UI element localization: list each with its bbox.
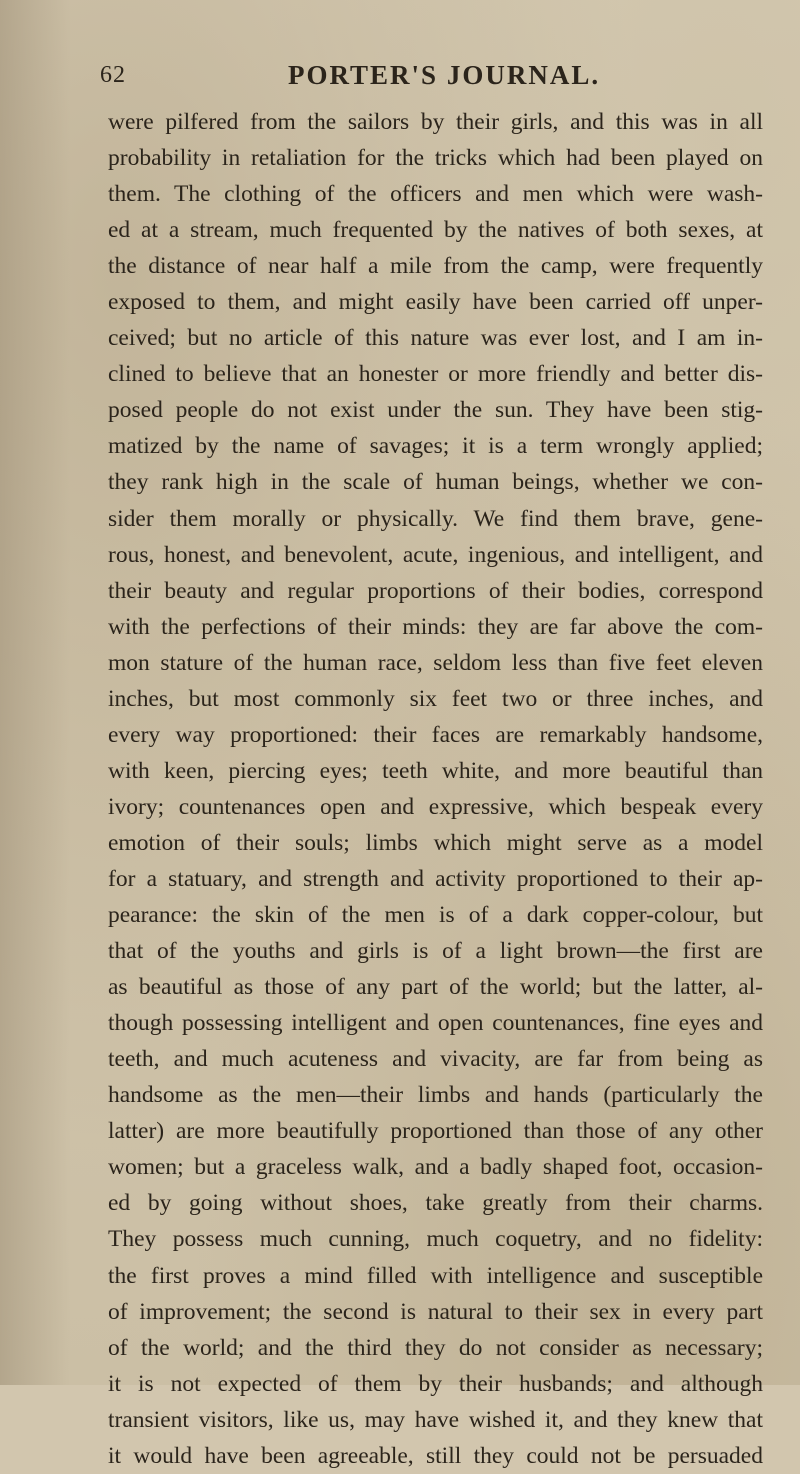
text-line: for a statuary, and strength and activity proportioned to their ap-	[108, 865, 763, 892]
body-text	[108, 104, 763, 1474]
page-number: 62	[100, 62, 126, 88]
text-line: ed at a stream, much frequented by the natives of both sexes, at	[108, 217, 763, 244]
text-line: matized by the name of savages; it is a term wrongly applied;	[108, 433, 763, 460]
text-line: latter) are more beautifully proportioned than those of any other	[108, 1118, 763, 1145]
page-header	[100, 54, 760, 94]
text-line: they rank high in the scale of human beings, whether we con-	[108, 469, 763, 496]
text-line: of improvement; the second is natural to their sex in every part	[108, 1298, 763, 1325]
text-line: of the world; and the third they do not consider as necessary;	[108, 1334, 763, 1361]
text-line: inches, but most commonly six feet two or three inches, and	[108, 685, 763, 712]
page-edge-shadow	[0, 0, 70, 1385]
text-line: the distance of near half a mile from the camp, were frequently	[108, 253, 763, 280]
text-line: every way proportioned: their faces are remarkably handsome,	[108, 721, 763, 748]
text-line: ed by going without shoes, take greatly from their charms.	[108, 1190, 763, 1217]
text-line: emotion of their souls; limbs which might serve as a model	[108, 829, 763, 856]
text-line: pearance: the skin of the men is of a dark copper-colour, but	[108, 902, 763, 929]
text-line: their beauty and regular proportions of their bodies, correspond	[108, 577, 763, 604]
text-line: were pilfered from the sailors by their girls, and this was in all	[108, 109, 763, 135]
text-line: the first proves a mind filled with intelligence and susceptible	[108, 1262, 763, 1289]
text-line: ceived; but no article of this nature was ever lost, and I am in-	[108, 325, 763, 352]
text-line: clined to believe that an honester or more friendly and better dis-	[108, 361, 763, 388]
text-line: handsome as the men—their limbs and hands (particularly the	[108, 1082, 763, 1109]
text-line: probability in retaliation for the tricks which had been played on	[108, 145, 763, 172]
text-line: with the perfections of their minds: they are far above the com-	[108, 613, 763, 640]
text-line: it is not expected of them by their husbands; and although	[108, 1370, 763, 1397]
running-title: PORTER'S JOURNAL.	[288, 60, 601, 90]
text-line: rous, honest, and benevolent, acute, ingenious, and intelligent, and	[108, 541, 763, 568]
text-line: it would have been agreeable, still they could not be persuaded	[108, 1442, 763, 1469]
text-line: with keen, piercing eyes; teeth white, and more beautiful than	[108, 757, 763, 784]
text-line: posed people do not exist under the sun. They have been stig-	[108, 397, 763, 424]
text-line: mon stature of the human race, seldom less than five feet eleven	[108, 649, 763, 676]
text-line: women; but a graceless walk, and a badly shaped foot, occasion-	[108, 1154, 763, 1181]
text-line: that of the youths and girls is of a light brown—the first are	[108, 938, 763, 965]
text-line: as beautiful as those of any part of the world; but the latter, al-	[108, 974, 763, 1001]
text-line: exposed to them, and might easily have been carried off unper-	[108, 289, 763, 316]
text-line: ivory; countenances open and expressive, which bespeak every	[108, 793, 763, 820]
text-line: sider them morally or physically. We find them brave, gene-	[108, 505, 763, 532]
text-line: They possess much cunning, much coquetry, and no fidelity:	[108, 1226, 763, 1253]
text-line: them. The clothing of the officers and men which were wash-	[108, 181, 763, 208]
text-line: though possessing intelligent and open countenances, fine eyes and	[108, 1010, 763, 1037]
text-line: transient visitors, like us, may have wished it, and they knew that	[108, 1406, 763, 1433]
text-line: teeth, and much acuteness and vivacity, are far from being as	[108, 1046, 763, 1073]
